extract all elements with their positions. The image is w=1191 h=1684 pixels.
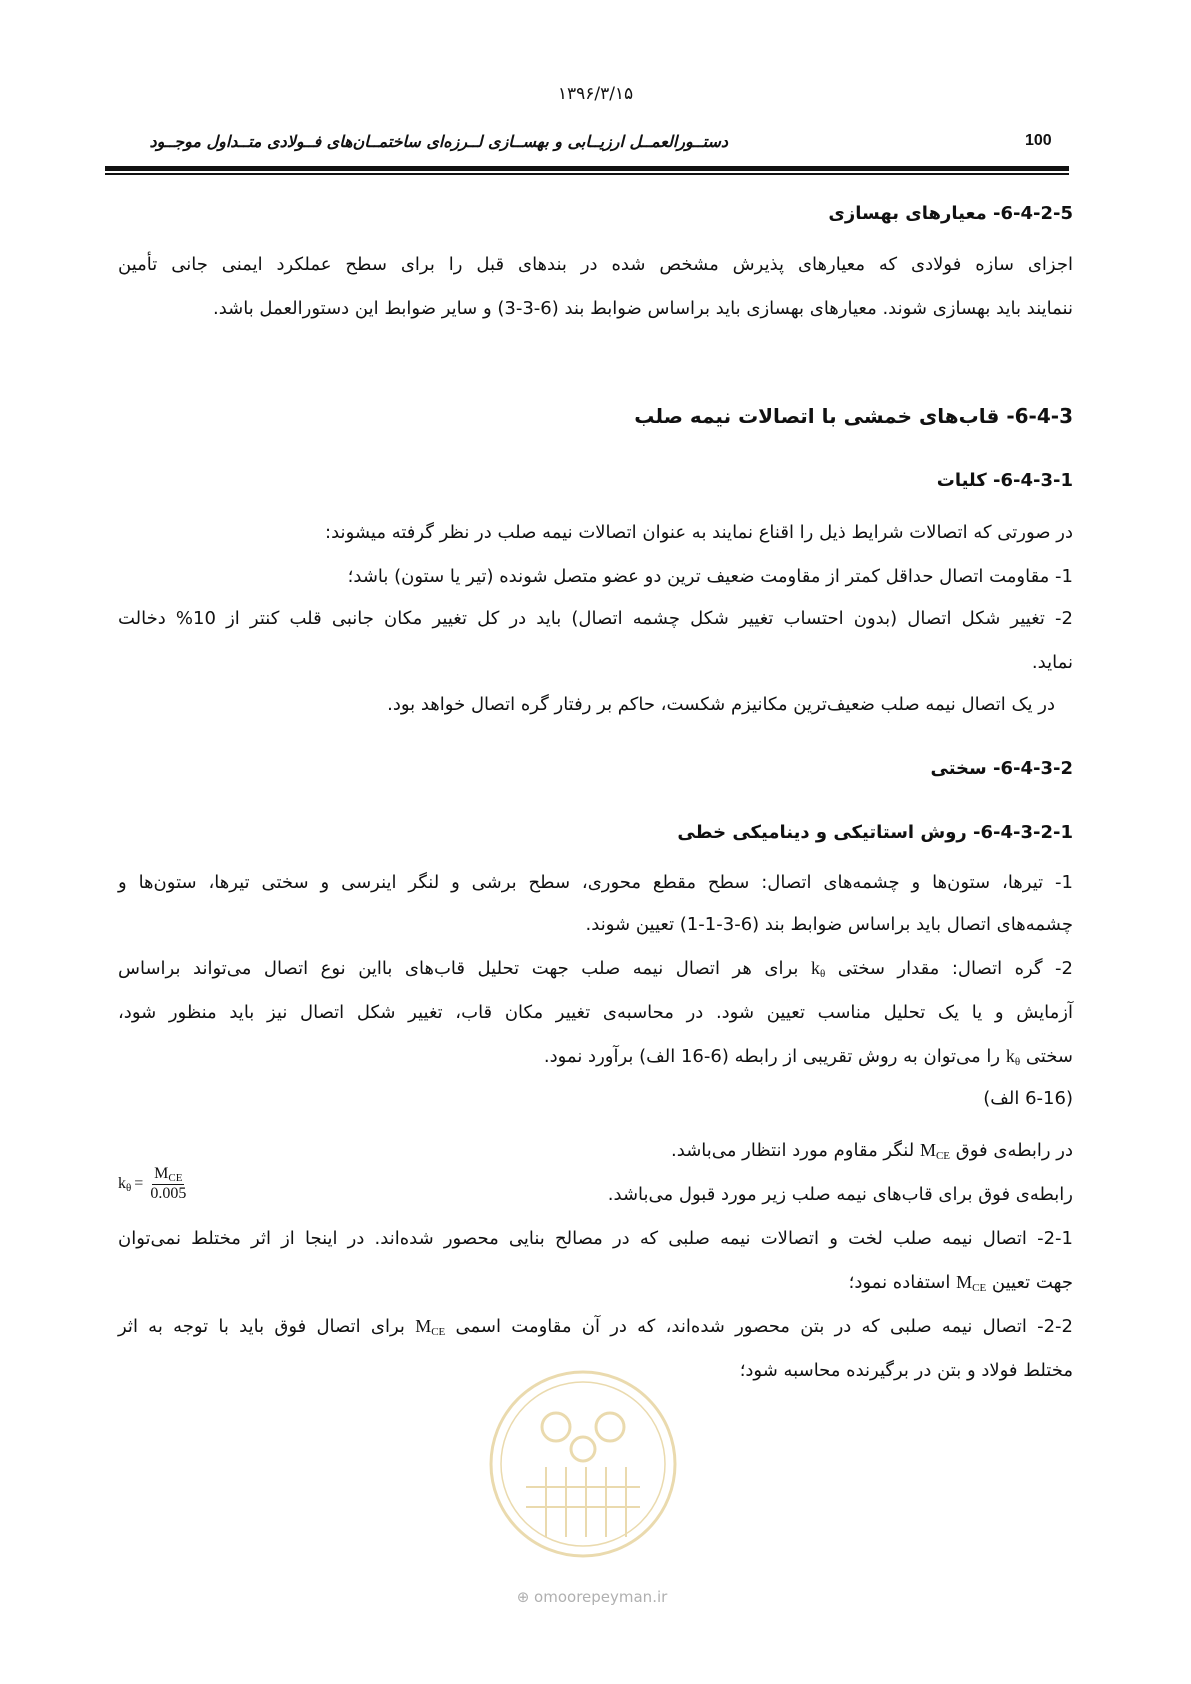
- section-heading-6-4-3-1: 6-4-3-1- کلیات: [936, 470, 1073, 491]
- text-segment: 2- گره اتصال: مقدار سختی: [837, 958, 1073, 979]
- m-ce-symbol: $M_{CE}$: [956, 1272, 987, 1294]
- footer-url: ⊕ omoorepeyman.ir: [516, 1588, 668, 1606]
- header-date: ۱۳۹۶/۳/۱۵: [557, 84, 634, 104]
- list-item: [118, 1316, 1073, 1338]
- list-item: 1- تیرها، ستون‌ها و چشمه‌های اتصال: سطح مقطع محوری، سطح برشی و لنگر اینرسی و سختی تیرها، ستون‌ها و: [118, 872, 1073, 893]
- text-segment: جهت تعیین: [991, 1272, 1073, 1293]
- equation-denominator: 0.005: [150, 1185, 187, 1202]
- section-heading-6-4-2-5: 6-4-2-5- معیارهای بهسازی: [828, 203, 1073, 224]
- k-theta-symbol: $k_\theta$: [810, 958, 826, 980]
- paragraph-line: [671, 1140, 1073, 1162]
- list-item-continuation: [544, 1046, 1073, 1068]
- text-segment: سختی: [1025, 1046, 1073, 1067]
- section-heading-6-4-3-2: 6-4-3-2- سختی: [930, 758, 1073, 779]
- paragraph-line: در صورتی که اتصالات شرایط ذیل را اقناع نمایند به عنوان اتصالات نیمه صلب در نظر گرفته میشوند:: [325, 522, 1073, 543]
- equation-fraction: [150, 1165, 186, 1203]
- text-segment: برای هر اتصال نیمه صلب جهت تحلیل قاب‌های بااین نوع اتصال می‌تواند براساس: [118, 958, 799, 979]
- k-theta-symbol: $k_\theta$: [1005, 1046, 1021, 1068]
- list-item: 1- مقاومت اتصال حداقل کمتر از مقاومت ضعیف ترین دو عضو متصل شونده (تیر یا ستون) باشد؛: [347, 566, 1073, 587]
- equation-label: (6-16 الف): [983, 1088, 1073, 1109]
- equation-lhs: $k_\theta$: [118, 1174, 132, 1194]
- text-segment: را می‌توان به روش تقریبی از رابطه (6-16 الف) برآورد نمود.: [543, 1046, 1001, 1067]
- equation-numerator: $M_{CE}$: [154, 1165, 183, 1184]
- paragraph-line: ننمایند باید بهسازی شوند. معیارهای بهسازی باید براساس ضوابط بند (6-3-3) و سایر ضوابط این دستورالعمل باشد.: [212, 298, 1073, 319]
- m-ce-symbol: $M_{CE}$: [415, 1316, 446, 1338]
- m-ce-symbol: $M_{CE}$: [919, 1140, 951, 1162]
- text-segment: برای اتصال فوق باید با توجه به اثر: [118, 1316, 405, 1337]
- text-segment: لنگر مقاوم مورد انتظار می‌باشد.: [671, 1140, 915, 1161]
- equation-k-theta: $k_\theta$ = $\frac{M_{CE}}{0.005}$: [118, 1165, 187, 1202]
- list-item-continuation: [849, 1272, 1073, 1294]
- list-item: 2-1- اتصال نیمه صلب لخت و اتصالات نیمه صلبی که در مصالح بنایی محصور شده‌اند. در اینجا از اثر مختلط نمی‌توان: [118, 1228, 1073, 1249]
- watermark-stamp-icon: [486, 1367, 680, 1561]
- section-heading-6-4-3: 6-4-3- قاب‌های خمشی با اتصالات نیمه صلب: [634, 404, 1073, 428]
- header-rule-thick: [105, 166, 1069, 171]
- header-title: دستــورالعمــل ارزیــابی و بهســازی لــرزه‌ای ساختمــان‌های فــولادی متــداول موجــود: [149, 132, 728, 151]
- note-line: در یک اتصال نیمه صلب ضعیف‌ترین مکانیزم شکست، حاکم بر رفتار گره اتصال خواهد بود.: [387, 694, 1055, 715]
- list-item-continuation: نماید.: [1031, 652, 1073, 673]
- header-rule-thin: [105, 173, 1069, 175]
- text-segment: استفاده نمود؛: [848, 1272, 951, 1293]
- text-segment: در رابطه‌ی فوق: [955, 1140, 1073, 1161]
- section-heading-6-4-3-2-1: 6-4-3-2-1- روش استاتیکی و دینامیکی خطی: [677, 822, 1073, 843]
- page-number: 100: [1025, 132, 1052, 149]
- list-item: 2- تغییر شکل اتصال (بدون احتساب تغییر شکل چشمه اتصال) باید در کل تغییر مکان جانبی قلب کنتر از 10% دخالت: [118, 608, 1073, 629]
- list-item: [118, 958, 1073, 980]
- paragraph-line: رابطه‌ی فوق برای قاب‌های نیمه صلب زیر مورد قبول می‌باشد.: [607, 1184, 1073, 1205]
- text-segment: 2-2- اتصال نیمه صلبی که در بتن محصور شده‌اند، که در آن مقاومت اسمی: [455, 1316, 1073, 1337]
- list-item-continuation: چشمه‌های اتصال باید براساس ضوابط بند (6-3-1-1) تعیین شوند.: [585, 914, 1073, 935]
- list-item-continuation: مختلط فولاد و بتن در برگیرنده محاسبه شود؛: [739, 1360, 1073, 1381]
- list-item-continuation: آزمایش و یا یک تحلیل مناسب تعیین شود. در محاسبه‌ی تغییر مکان قاب، تغییر شکل اتصال نیز باید منظور شود،: [118, 1002, 1073, 1023]
- paragraph-line: اجزای سازه فولادی که معیارهای پذیرش مشخص شده در بندهای قبل را برای سطح عملکرد ایمنی جانی تأمین: [118, 254, 1073, 275]
